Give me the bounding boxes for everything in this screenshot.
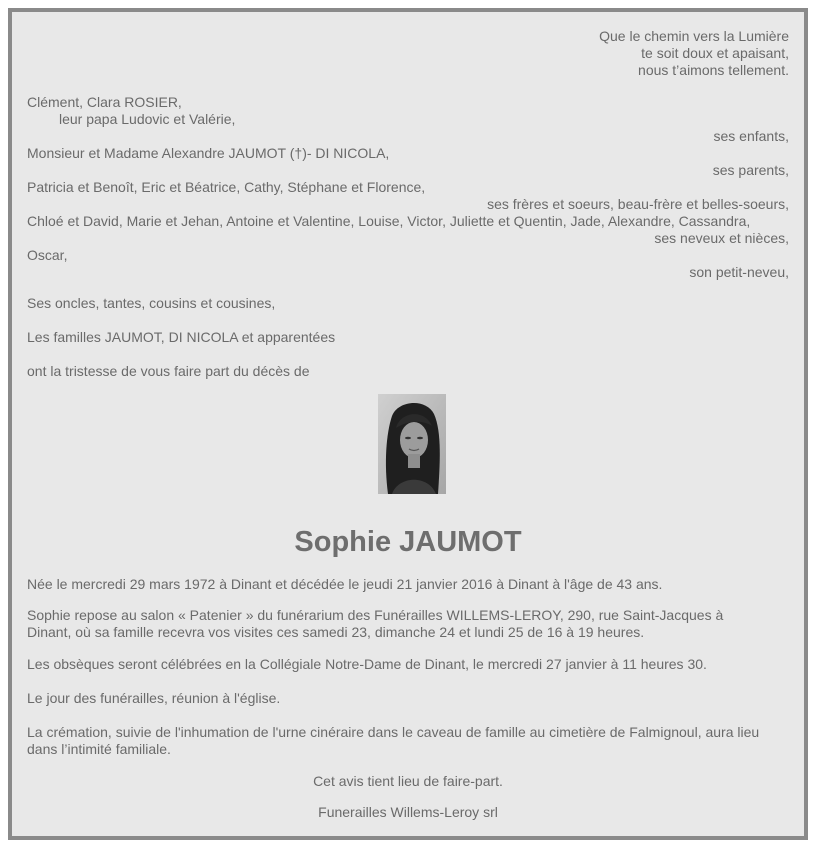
obituary-content bbox=[27, 12, 789, 836]
cremation-paragraph-line-2: dans l’intimité familiale. bbox=[27, 741, 171, 757]
children-father: leur papa Ludovic et Valérie, bbox=[59, 111, 236, 127]
children-role: ses enfants, bbox=[713, 128, 789, 144]
announcement-line: ont la tristesse de vous faire part du décès de bbox=[27, 363, 310, 379]
cremation-paragraph-line-1: La crémation, suivie de l'inhumation de l'urne cinéraire dans le caveau de famille au cimetière de Falmignoul, aura lieu bbox=[27, 724, 760, 740]
portrait-image bbox=[378, 394, 446, 494]
visitation-paragraph-line-1: Sophie repose au salon « Patenier » du funérarium des Funérailles WILLEMS-LEROY, 290, rue Saint-Jacques à bbox=[27, 607, 724, 623]
birth-death-paragraph: Née le mercredi 29 mars 1972 à Dinant et décédée le jeudi 21 janvier 2016 à Dinant à l'âge de 43 ans. bbox=[27, 576, 663, 592]
relatives-line: Ses oncles, tantes, cousins et cousines, bbox=[27, 295, 276, 311]
funeral-paragraph: Les obsèques seront célébrées en la Collégiale Notre-Dame de Dinant, le mercredi 27 janvier à 11 heures 30. bbox=[27, 656, 707, 672]
siblings-names: Patricia et Benoît, Eric et Béatrice, Cathy, Stéphane et Florence, bbox=[27, 179, 426, 195]
deceased-name: Sophie JAUMOT bbox=[294, 526, 522, 558]
grandnephew-name: Oscar, bbox=[27, 247, 68, 263]
company-signature: Funerailles Willems-Leroy srl bbox=[318, 804, 498, 820]
notice-line: Cet avis tient lieu de faire-part. bbox=[313, 773, 503, 789]
families-line: Les familles JAUMOT, DI NICOLA et apparentées bbox=[27, 329, 336, 345]
visitation-paragraph-line-2: Dinant, où sa famille recevra vos visites ces samedi 23, dimanche 24 et lundi 25 de 16 à 19 heures. bbox=[27, 624, 645, 640]
parents-names: Monsieur et Madame Alexandre JAUMOT (†)- DI NICOLA, bbox=[27, 145, 390, 161]
poem-line-3: nous t’aimons tellement. bbox=[638, 62, 789, 78]
reunion-paragraph: Le jour des funérailles, réunion à l'église. bbox=[27, 690, 281, 706]
poem-line-2: te soit doux et apaisant, bbox=[641, 45, 789, 61]
children-names: Clément, Clara ROSIER, bbox=[27, 94, 182, 110]
obituary-frame bbox=[8, 8, 808, 840]
nephews-role: ses neveux et nièces, bbox=[654, 230, 789, 246]
siblings-role: ses frères et soeurs, beau-frère et belles-soeurs, bbox=[487, 196, 789, 212]
parents-role: ses parents, bbox=[712, 162, 789, 178]
poem-line-1: Que le chemin vers la Lumière bbox=[599, 28, 789, 44]
nephews-names: Chloé et David, Marie et Jehan, Antoine et Valentine, Louise, Victor, Juliette et Quentin, Jade, Alexandre, Cassandra, bbox=[27, 213, 751, 229]
deceased-photo bbox=[378, 394, 446, 494]
grandnephew-role: son petit-neveu, bbox=[689, 264, 789, 280]
